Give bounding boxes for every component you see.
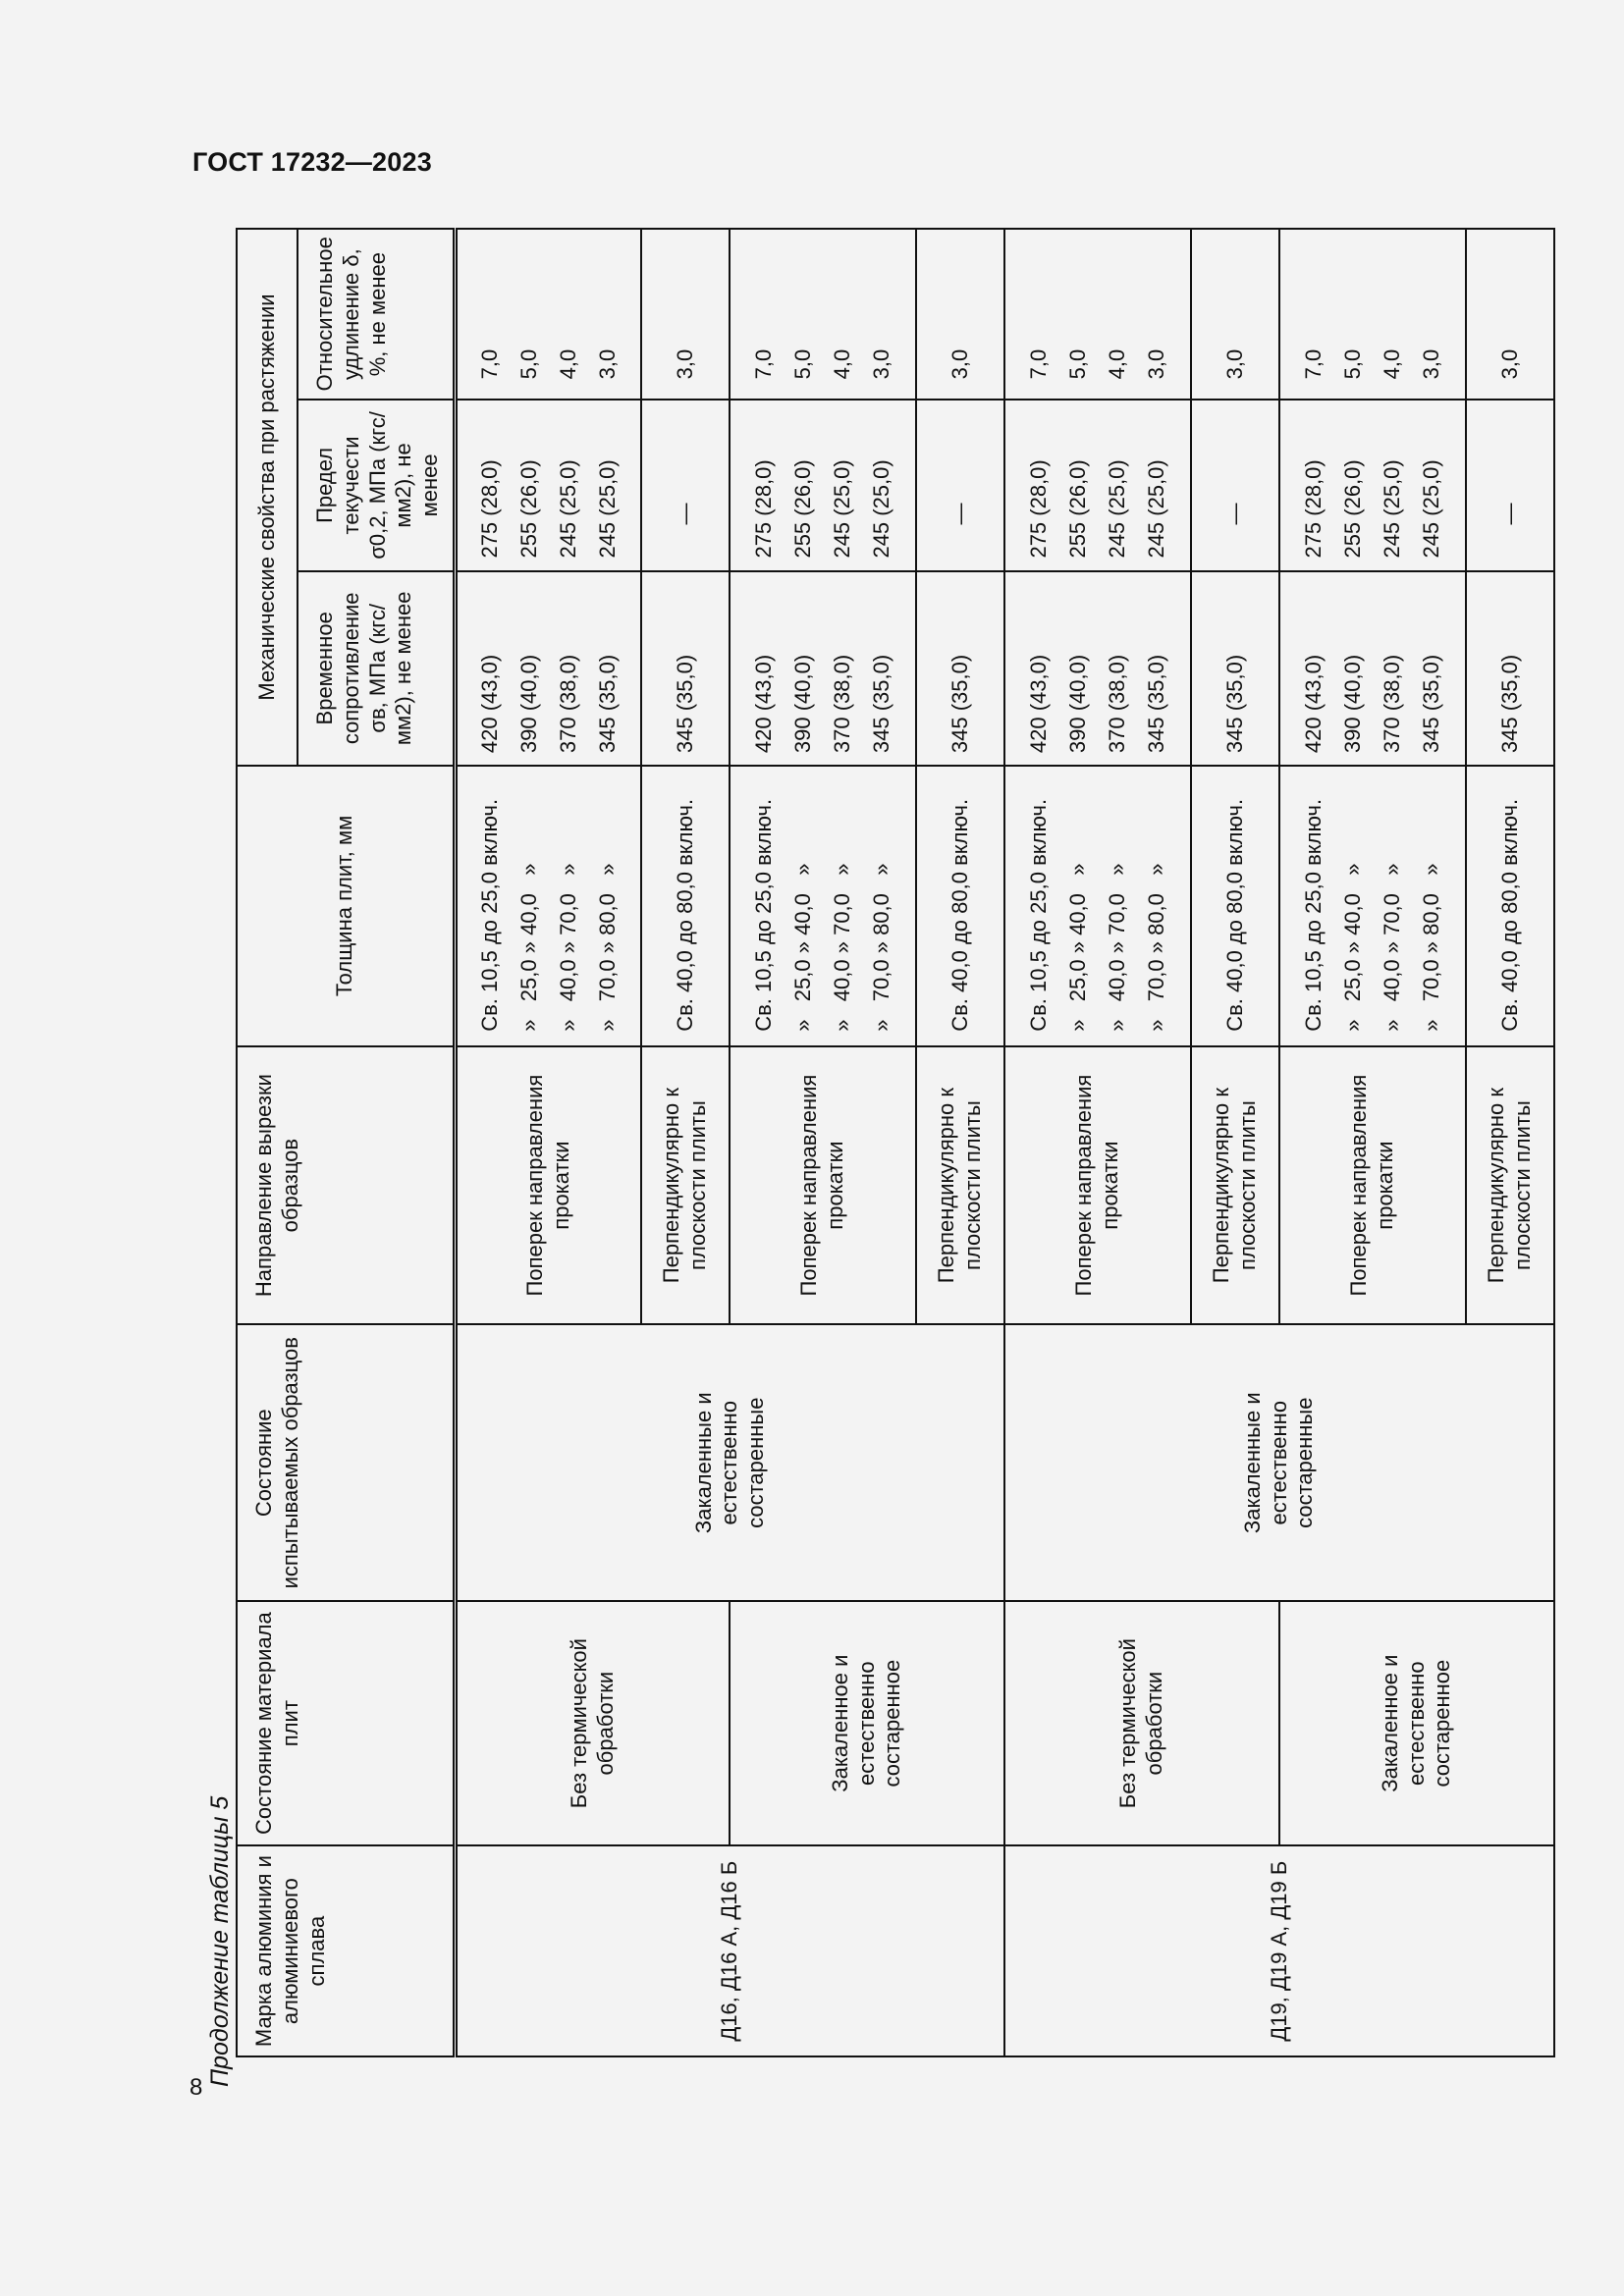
tensile-cell (1279, 571, 1466, 767)
elong-cell-line: 4,0 (555, 348, 580, 380)
thickness-cell (641, 766, 730, 1046)
tensile-cell-line: 345 (35,0) (1497, 654, 1522, 754)
direction-cell: Поперек направления прокатки (730, 1046, 916, 1325)
plate-state-cell: Закаленное и естественно состаренное (730, 1601, 1004, 1845)
elong-cell-line: 7,0 (476, 348, 502, 380)
tensile-cell-line: 420 (43,0) (1026, 654, 1051, 754)
yield-cell-line: 255 (26,0) (515, 459, 541, 559)
header-mech-group: Механические свойства при растяжении (237, 229, 298, 766)
thickness-cell-line: Св. 40,0 до 80,0 включ. (1497, 798, 1522, 1032)
document-header: ГОСТ 17232—2023 (192, 147, 432, 177)
yield-cell (730, 400, 916, 570)
elong-cell (1279, 229, 1466, 400)
tensile-cell-line: 345 (35,0) (1419, 654, 1443, 754)
yield-cell (916, 400, 1004, 570)
table-row (1279, 229, 1466, 2056)
table-row (1004, 229, 1191, 2056)
yield-cell-line: — (673, 503, 697, 525)
thickness-cell-line: » 40,0 » 70,0 » (1380, 863, 1404, 1032)
elong-cell-line: 5,0 (1065, 348, 1090, 380)
thickness-cell-line: » 70,0 » 80,0 » (594, 863, 620, 1032)
header-plate-state: Состояние материала плит (237, 1601, 455, 1845)
yield-cell-line: 245 (25,0) (1380, 459, 1404, 559)
header-yield: Предел текучести σ0,2, МПа (кгс/мм2), не менее (298, 400, 455, 570)
tensile-cell (1004, 571, 1191, 767)
thickness-cell (730, 766, 916, 1046)
tensile-cell-line: 390 (40,0) (790, 654, 815, 754)
tensile-cell (1466, 571, 1554, 767)
yield-cell-line: 245 (25,0) (594, 459, 620, 559)
tensile-cell-line: 390 (40,0) (515, 654, 541, 754)
elong-cell (455, 229, 641, 400)
tensile-cell (455, 571, 641, 767)
tensile-cell-line: 370 (38,0) (1105, 654, 1129, 754)
elong-cell-line: 4,0 (1105, 348, 1129, 380)
yield-cell (1191, 400, 1279, 570)
tensile-cell (1191, 571, 1279, 767)
tensile-cell-line: 345 (35,0) (947, 654, 972, 754)
yield-cell (455, 400, 641, 570)
plate-state-cell: Без термической обработки (1004, 1601, 1279, 1845)
grade-cell: Д19, Д19 А, Д19 Б (1004, 1845, 1554, 2056)
elong-cell-line: 3,0 (1419, 348, 1443, 380)
thickness-cell-line: » 70,0 » 80,0 » (1419, 863, 1443, 1032)
tensile-cell-line: 390 (40,0) (1340, 654, 1365, 754)
thickness-cell-line: Св. 40,0 до 80,0 включ. (1222, 798, 1247, 1032)
sample-state-cell: Закаленные и естественно состаренные (455, 1324, 1004, 1601)
tensile-cell-line: 345 (35,0) (1144, 654, 1168, 754)
direction-cell: Поперек направления прокатки (1004, 1046, 1191, 1325)
header-direction: Направление вырезки образцов (237, 1046, 455, 1325)
table-body (455, 229, 1554, 2056)
elong-cell (730, 229, 916, 400)
direction-cell: Поперек направления прокатки (455, 1046, 641, 1325)
elong-cell-line: 7,0 (1301, 348, 1326, 380)
yield-cell (641, 400, 730, 570)
thickness-cell-line: Св. 10,5 до 25,0 включ. (476, 798, 502, 1032)
tensile-cell-line: 390 (40,0) (1065, 654, 1090, 754)
mechanical-properties-table (236, 228, 1555, 2057)
thickness-cell-line: » 40,0 » 70,0 » (830, 863, 854, 1032)
yield-cell-line: 245 (25,0) (1105, 459, 1129, 559)
elong-cell (1466, 229, 1554, 400)
yield-cell-line: 275 (28,0) (476, 459, 502, 559)
tensile-cell-line: 370 (38,0) (1380, 654, 1404, 754)
elong-cell-line: 5,0 (515, 348, 541, 380)
yield-cell-line: 245 (25,0) (1144, 459, 1168, 559)
thickness-cell-line: Св. 10,5 до 25,0 включ. (751, 798, 776, 1032)
elong-cell-line: 3,0 (1144, 348, 1168, 380)
elong-cell-line: 3,0 (673, 348, 697, 380)
yield-cell-line: 275 (28,0) (1301, 459, 1326, 559)
direction-cell: Перпендикулярно к плоскости плиты (916, 1046, 1004, 1325)
tensile-cell-line: 420 (43,0) (1301, 654, 1326, 754)
yield-cell-line: 255 (26,0) (1065, 459, 1090, 559)
elong-cell-line: 5,0 (790, 348, 815, 380)
thickness-cell (916, 766, 1004, 1046)
thickness-cell-line: » 40,0 » 70,0 » (1105, 863, 1129, 1032)
tensile-cell-line: 370 (38,0) (555, 654, 580, 754)
tensile-cell-line: 370 (38,0) (830, 654, 854, 754)
elong-cell (641, 229, 730, 400)
thickness-cell-line: » 70,0 » 80,0 » (1144, 863, 1168, 1032)
tensile-cell-line: 345 (35,0) (1222, 654, 1247, 754)
header-elong: Относительное удлинение δ, %, не менее (298, 229, 455, 400)
thickness-cell (1191, 766, 1279, 1046)
thickness-cell-line: Св. 10,5 до 25,0 включ. (1026, 798, 1051, 1032)
thickness-cell-line: » 40,0 » 70,0 » (555, 863, 580, 1032)
direction-cell: Поперек направления прокатки (1279, 1046, 1466, 1325)
thickness-cell-line: » 70,0 » 80,0 » (869, 863, 893, 1032)
yield-cell-line: 245 (25,0) (830, 459, 854, 559)
elong-cell-line: 3,0 (869, 348, 893, 380)
thickness-cell-line: Св. 10,5 до 25,0 включ. (1301, 798, 1326, 1032)
elong-cell-line: 5,0 (1340, 348, 1365, 380)
thickness-cell-line: » 25,0 » 40,0 » (515, 863, 541, 1032)
yield-cell-line: 275 (28,0) (751, 459, 776, 559)
plate-state-cell: Без термической обработки (455, 1601, 730, 1845)
thickness-cell-line: » 25,0 » 40,0 » (1065, 863, 1090, 1032)
yield-cell (1279, 400, 1466, 570)
elong-cell-line: 3,0 (1222, 348, 1247, 380)
tensile-cell (916, 571, 1004, 767)
thickness-cell (1279, 766, 1466, 1046)
thickness-cell (1466, 766, 1554, 1046)
table-row (730, 229, 916, 2056)
thickness-cell-line: » 25,0 » 40,0 » (790, 863, 815, 1032)
grade-cell: Д16, Д16 А, Д16 Б (455, 1845, 1004, 2056)
yield-cell-line: — (947, 503, 972, 525)
elong-cell-line: 7,0 (751, 348, 776, 380)
tensile-cell-line: 420 (43,0) (476, 654, 502, 754)
tensile-cell-line: 420 (43,0) (751, 654, 776, 754)
elong-cell (916, 229, 1004, 400)
tensile-cell (730, 571, 916, 767)
yield-cell-line: 255 (26,0) (1340, 459, 1365, 559)
page-number: 8 (189, 2074, 203, 2101)
table-row (455, 229, 641, 2056)
header-grade: Марка алюминия и алюминиевого сплава (237, 1845, 455, 2056)
yield-cell-line: 245 (25,0) (1419, 459, 1443, 559)
yield-cell-line: 275 (28,0) (1026, 459, 1051, 559)
elong-cell (1004, 229, 1191, 400)
rotated-table-container (236, 228, 1535, 2057)
sample-state-cell: Закаленные и естественно состаренные (1004, 1324, 1554, 1601)
tensile-cell-line: 345 (35,0) (594, 654, 620, 754)
yield-cell-line: 255 (26,0) (790, 459, 815, 559)
elong-cell (1191, 229, 1279, 400)
elong-cell-line: 4,0 (830, 348, 854, 380)
tensile-cell (641, 571, 730, 767)
elong-cell-line: 3,0 (1497, 348, 1522, 380)
header-sample-state: Состояние испытываемых образцов (237, 1324, 455, 1601)
thickness-cell-line: Св. 40,0 до 80,0 включ. (947, 798, 972, 1032)
elong-cell-line: 3,0 (594, 348, 620, 380)
elong-cell-line: 3,0 (947, 348, 972, 380)
thickness-cell-line: » 25,0 » 40,0 » (1340, 863, 1365, 1032)
tensile-cell-line: 345 (35,0) (673, 654, 697, 754)
thickness-cell (1004, 766, 1191, 1046)
yield-cell (1004, 400, 1191, 570)
header-tensile: Временное сопротивление σв, МПа (кгс/мм2), не менее (298, 571, 455, 767)
elong-cell-line: 4,0 (1380, 348, 1404, 380)
direction-cell: Перпендикулярно к плоскости плиты (1191, 1046, 1279, 1325)
tensile-cell-line: 345 (35,0) (869, 654, 893, 754)
elong-cell-line: 7,0 (1026, 348, 1051, 380)
yield-cell-line: — (1497, 503, 1522, 525)
yield-cell-line: 245 (25,0) (555, 459, 580, 559)
plate-state-cell: Закаленное и естественно состаренное (1279, 1601, 1554, 1845)
header-thickness: Толщина плит, мм (237, 766, 455, 1046)
thickness-cell-line: Св. 40,0 до 80,0 включ. (673, 798, 697, 1032)
direction-cell: Перпендикулярно к плоскости плиты (641, 1046, 730, 1325)
direction-cell: Перпендикулярно к плоскости плиты (1466, 1046, 1554, 1325)
yield-cell (1466, 400, 1554, 570)
yield-cell-line: — (1222, 503, 1247, 525)
table-caption: Продолжение таблицы 5 (206, 1795, 234, 2087)
thickness-cell (455, 766, 641, 1046)
yield-cell-line: 245 (25,0) (869, 459, 893, 559)
